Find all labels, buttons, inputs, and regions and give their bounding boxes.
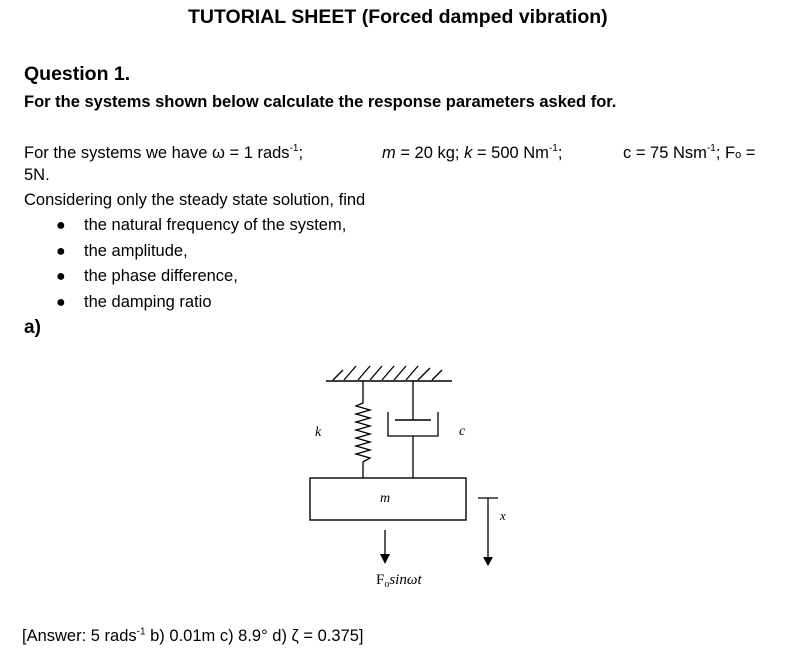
bullet-icon: ●	[56, 293, 66, 311]
bullet-text: the damping ratio	[84, 292, 212, 311]
k-symbol: k	[464, 144, 473, 162]
considering-text: Considering only the steady state solution, find	[24, 191, 366, 209]
answer-exponent: -1	[136, 626, 146, 638]
part-a-label: a)	[24, 317, 41, 338]
answer-start: [Answer: 5 rads	[22, 627, 137, 645]
page-title: TUTORIAL SHEET (Forced damped vibration)	[188, 6, 608, 28]
m-label: m	[380, 491, 391, 506]
force-subscript: o	[384, 579, 390, 590]
bullet-icon: ●	[56, 242, 66, 260]
given-force-value: 5N.	[24, 166, 50, 184]
answer-line	[22, 627, 364, 646]
c-label: c	[459, 424, 466, 439]
displacement-arrow-head	[483, 557, 493, 566]
spring-icon	[356, 381, 370, 478]
given-intro: For the systems we have	[24, 144, 212, 162]
force-arrow-head	[380, 554, 390, 564]
support-hatching	[333, 366, 442, 380]
force-f: F	[376, 572, 385, 588]
k-exponent: -1	[548, 142, 558, 154]
k-value: = 500 Nm	[472, 144, 549, 162]
k-tail: ;	[557, 144, 563, 162]
c-exponent: -1	[706, 142, 716, 154]
force-sin: sinωt	[389, 572, 422, 588]
omega-exponent: -1	[289, 142, 299, 154]
omega-value: = 1 rads	[224, 144, 290, 162]
bullet-text: the amplitude,	[84, 241, 188, 260]
k-label: k	[315, 425, 322, 440]
question-instruction: For the systems shown below calculate the response parameters asked for.	[24, 93, 617, 111]
mass-symbol: m	[382, 144, 396, 162]
c-value: c = 75 Nsm	[623, 144, 707, 162]
bullet-icon: ●	[56, 268, 66, 285]
f-subscript: o	[735, 149, 742, 161]
x-label: x	[500, 508, 506, 523]
bullet-text: the phase difference,	[84, 267, 238, 285]
bullet-icon: ●	[56, 217, 66, 234]
answer-rest: b) 0.01m c) 8.9° d) ζ = 0.375]	[145, 627, 364, 645]
c-tail: ; F	[715, 144, 736, 162]
mass-value: = 20 kg;	[395, 144, 465, 162]
f-tail: =	[741, 144, 756, 162]
omega-tail: ;	[298, 144, 304, 162]
omega-symbol: ω	[212, 144, 225, 162]
question-heading: Question 1.	[24, 63, 131, 85]
force-label	[376, 572, 422, 590]
bullet-text: the natural frequency of the system,	[84, 216, 347, 234]
